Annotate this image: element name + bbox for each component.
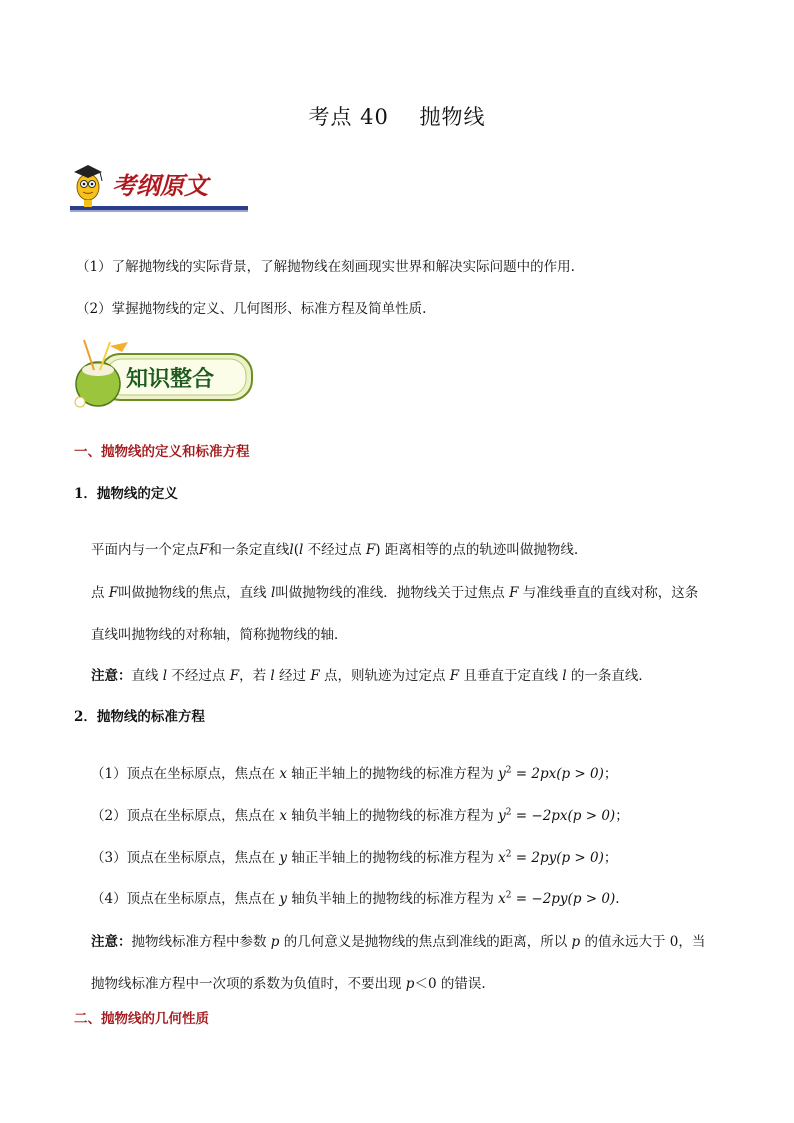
note-label: 注意： (91, 934, 132, 950)
definition-note: 注意：直线 l 不经过点 F，若 l 经过 F 点，则轨迹为过定点 F 且垂直于定直线 l 的一条直线． (91, 668, 652, 684)
definition-line-2: 点 F叫做抛物线的焦点，直线 l叫做抛物线的准线．抛物线关于过焦点 F 与准线垂直的直线对称，这条 (91, 585, 699, 601)
page-title: 考点 40 抛物线 (308, 105, 486, 129)
equation-line-4: （4）顶点在坐标原点，焦点在 y 轴负半轴上的抛物线的标准方程为 $x^2 = -2py(p > 0)$. (91, 890, 620, 907)
subsection-2-heading: 2．抛物线的标准方程 (74, 709, 205, 725)
note-label: 注意： (91, 668, 132, 684)
outline-item-2: （2）掌握抛物线的定义、几何图形、标准方程及简单性质. (76, 301, 427, 317)
equation-note-line-1: 注意：抛物线标准方程中参数 p 的几何意义是抛物线的焦点到准线的距离，所以 p 的值永远大于 0，当 (91, 934, 706, 950)
section-1-heading: 一、抛物线的定义和标准方程 (74, 444, 250, 460)
kaogang-banner-text: 考纲原文 (112, 171, 208, 200)
definition-line-3: 直线叫抛物线的对称轴，简称抛物线的轴． (91, 627, 348, 643)
equation-note-line-2: 抛物线标准方程中一次项的系数为负值时，不要出现 p＜0 的错误. (91, 976, 486, 992)
banner-underline (70, 206, 248, 210)
equation-line-1: （1）顶点在坐标原点，焦点在 x 轴正半轴上的抛物线的标准方程为 $y^2 = 2px(p > 0)$； (91, 765, 618, 782)
equation-line-2: （2）顶点在坐标原点，焦点在 x 轴负半轴上的抛物线的标准方程为 $y^2 = -2px(p > 0)$； (91, 807, 629, 824)
kaogang-banner (70, 154, 250, 216)
zhishi-banner (70, 336, 256, 414)
equation-line-3: （3）顶点在坐标原点，焦点在 y 轴正半轴上的抛物线的标准方程为 $x^2 = 2py(p > 0)$； (91, 849, 618, 866)
graduate-icon (74, 165, 102, 207)
zhishi-banner-text: 知识整合 (126, 366, 215, 392)
section-2-heading: 二、抛物线的几何性质 (74, 1011, 209, 1027)
subsection-1-heading: 1．抛物线的定义 (74, 486, 178, 502)
definition-line-1: 平面内与一个定点F和一条定直线l(l 不经过点 F) 距离相等的点的轨迹叫做抛物线. (91, 542, 579, 558)
outline-item-1: （1）了解抛物线的实际背景，了解抛物线在刻画现实世界和解决实际问题中的作用. (76, 259, 575, 275)
